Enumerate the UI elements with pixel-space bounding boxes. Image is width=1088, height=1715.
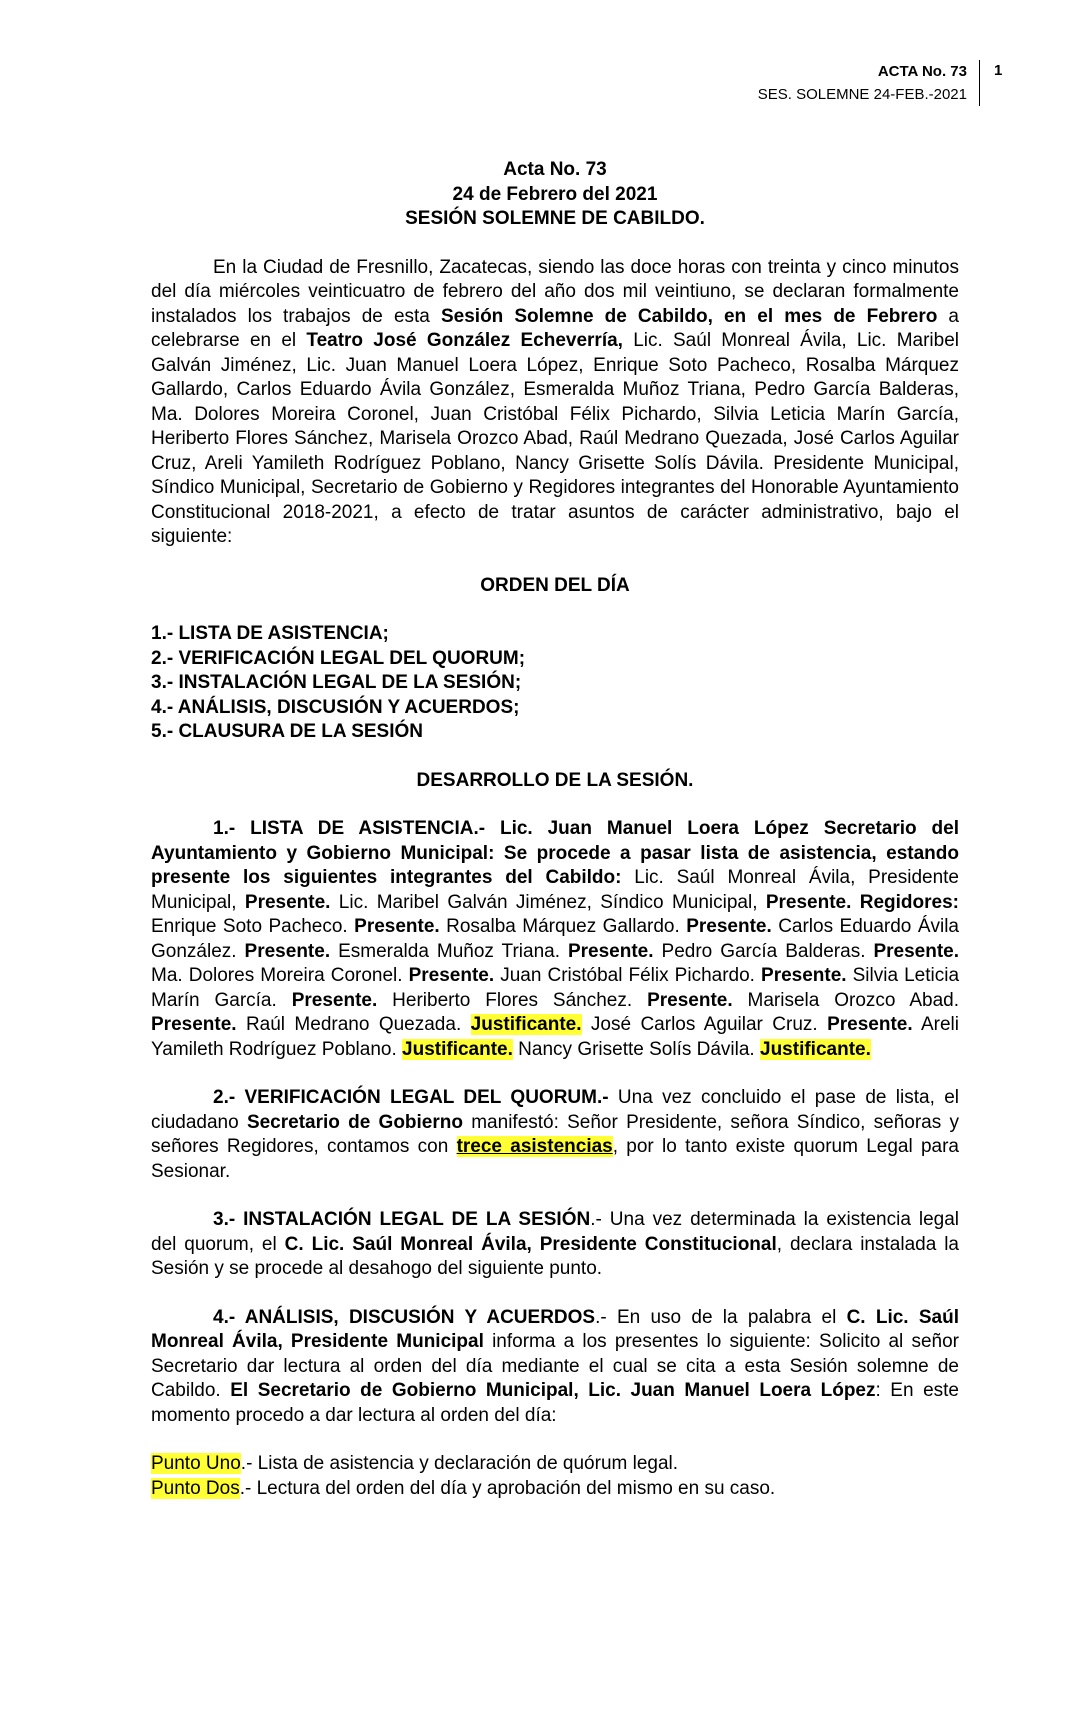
presente-mark: Presente.	[765, 891, 852, 913]
presente-mark: Presente.	[873, 940, 960, 962]
instalacion-bold: C. Lic. Saúl Monreal Ávila, Presidente Constitucional	[284, 1233, 777, 1255]
header-session: SES. SOLEMNE 24-FEB.-2021	[757, 86, 967, 103]
presente-mark: Presente.	[291, 989, 378, 1011]
lista-asistencia-paragraph	[151, 817, 959, 1062]
quorum-text: Una vez concluido el pase de lista, el ciudadano	[151, 1087, 959, 1133]
lista-text: Pedro García Balderas.	[653, 940, 874, 962]
presente-mark: Presente.	[244, 891, 331, 913]
justificante-mark: Justificante.	[402, 1038, 513, 1060]
lista-text: Marisela Orozco Abad.	[732, 989, 960, 1011]
justificante-mark: Justificante.	[760, 1038, 871, 1060]
orden-item: 5.- CLAUSURA DE LA SESIÓN	[151, 721, 424, 742]
lista-text: Heriberto Flores Sánchez.	[377, 989, 648, 1011]
lista-bold: 1.- LISTA DE ASISTENCIA.- Lic. Juan Manuel Loera López Secretario del Ayuntamiento y Gobierno Municipal: Se procede a pasar lista de asistencia, estando presente los siguientes integrantes del Cabildo:	[151, 818, 959, 888]
presente-mark: Presente.	[647, 989, 733, 1011]
title-acta: Acta No. 73	[503, 159, 607, 180]
presente-mark: Presente.	[244, 940, 331, 962]
lista-text: Enrique Soto Pacheco.	[151, 916, 355, 937]
instalacion-paragraph	[151, 1208, 959, 1282]
presente-mark: Presente.	[408, 965, 495, 986]
orden-item: 4.- ANÁLISIS, DISCUSIÓN Y ACUERDOS;	[151, 696, 520, 718]
lista-text: Juan Cristóbal Félix Pichardo.	[494, 965, 762, 986]
lista-text: José Carlos Aguilar Cruz.	[581, 1014, 828, 1035]
document-body	[151, 158, 959, 1501]
lista-text: Ma. Dolores Moreira Coronel.	[151, 965, 409, 986]
instalacion-text: .- Una vez determinada la existencia legal del quorum, el	[151, 1209, 960, 1255]
presente-mark: Presente.	[354, 916, 440, 937]
punto-label-highlight: Punto Dos	[151, 1477, 240, 1499]
intro-bold-1: Sesión Solemne de Cabildo, en el mes de Febrero	[440, 305, 938, 327]
analisis-bold: 4.- ANÁLISIS, DISCUSIÓN Y ACUERDOS	[213, 1306, 596, 1328]
lista-text: Carlos Eduardo Ávila González.	[151, 916, 960, 962]
lista-text: Silvia Leticia Marín García.	[151, 965, 960, 1011]
orden-item: 1.- LISTA DE ASISTENCIA;	[151, 623, 389, 644]
quorum-bold: Secretario de Gobierno	[246, 1111, 463, 1133]
presente-mark: Presente.	[151, 1014, 237, 1035]
intro-bold-2: Teatro José González Echeverría,	[306, 330, 623, 351]
header-acta: ACTA No. 73	[877, 63, 967, 80]
intro-text-2: a celebrarse en el	[151, 305, 959, 351]
desarrollo-heading: DESARROLLO DE LA SESIÓN.	[416, 769, 694, 791]
trece-asistencias-highlight: trece asistencias	[456, 1136, 613, 1157]
quorum-text: , por lo tanto existe quorum Legal para Sesionar.	[151, 1136, 959, 1182]
lista-text: Nancy Grisette Solís Dávila.	[512, 1038, 760, 1060]
instalacion-bold: 3.- INSTALACIÓN LEGAL DE LA SESIÓN	[213, 1209, 591, 1230]
analisis-text: .- En uso de la palabra el	[595, 1306, 847, 1328]
orden-heading: ORDEN DEL DÍA	[480, 574, 630, 596]
quorum-paragraph	[151, 1086, 959, 1184]
punto-uno	[151, 1452, 959, 1477]
analisis-bold: El Secretario de Gobierno Municipal, Lic. Juan Manuel Loera López	[230, 1380, 876, 1401]
analisis-paragraph	[151, 1306, 959, 1429]
page-number: 1	[994, 62, 1003, 79]
lista-text: Lic. Maribel Galván Jiménez, Síndico Municipal,	[330, 891, 766, 913]
lista-text: Areli Yamileth Rodríguez Poblano.	[151, 1014, 959, 1060]
lista-text: Raúl Medrano Quezada.	[236, 1014, 471, 1035]
orden-list	[151, 622, 959, 745]
page-header	[758, 60, 980, 106]
quorum-text: manifestó: Señor Presidente, señora Síndico, señoras y señores Regidores, contamos con	[151, 1111, 959, 1157]
analisis-bold: C. Lic. Saúl Monreal Ávila, Presidente Municipal	[151, 1306, 959, 1352]
lista-text: Rosalba Márquez Gallardo.	[439, 916, 687, 937]
instalacion-text: , declara instalada la Sesión y se procede al desahogo del siguiente punto.	[151, 1233, 959, 1279]
intro-text-3: Lic. Saúl Monreal Ávila, Lic. Maribel Galván Jiménez, Lic. Juan Manuel Loera López, Enrique Soto Pacheco, Rosalba Márquez Gallardo, Carlos Eduardo Ávila González, Esmeralda Muñoz Triana, Pedro García Balderas, Ma. Dolores Moreira Coronel, Juan Cristóbal Félix Pichardo, Silvia Leticia Marín García, Heriberto Flores Sánchez, Marisela Orozco Abad, Raúl Medrano Quezada, José Carlos Aguilar Cruz, Areli Yamileth Rodríguez Poblano, Nancy Grisette Solís Dávila. Presidente Municipal, Síndico Municipal, Secretario de Gobierno y Regidores integrantes del Honorable Ayuntamiento Constitucional 2018-2021, a efecto de tratar asuntos de carácter administrativo, bajo el siguiente:	[151, 330, 959, 547]
punto-text: .- Lista de asistencia y declaración de quórum legal.	[240, 1453, 679, 1474]
presente-mark: Presente.	[827, 1014, 913, 1035]
justificante-mark: Justificante.	[470, 1014, 582, 1035]
intro-text-1: En la Ciudad de Fresnillo, Zacatecas, siendo las doce horas con treinta y cinco minutos del día miércoles veinticuatro de febrero del año dos mil veintiuno, se declaran formalmente instalados los trabajos de esta	[151, 256, 959, 327]
punto-text: .- Lectura del orden del día y aprobación del mismo en su caso.	[239, 1477, 776, 1499]
punto-dos	[151, 1477, 959, 1502]
lista-text: Esmeralda Muñoz Triana.	[330, 940, 568, 962]
orden-item: 3.- INSTALACIÓN LEGAL DE LA SESIÓN;	[151, 672, 522, 693]
analisis-text: : En este momento procedo a dar lectura al orden del día:	[151, 1380, 959, 1426]
quorum-bold: 2.- VERIFICACIÓN LEGAL DEL QUORUM.-	[213, 1087, 609, 1108]
regidores-label: Regidores:	[859, 891, 959, 913]
punto-label-highlight: Punto Uno	[151, 1453, 241, 1474]
presente-mark: Presente.	[686, 916, 772, 937]
analisis-text: informa a los presentes lo siguiente: Solicito al señor Secretario dar lectura al orden del día mediante el cual se cita a esta Sesión solemne de Cabildo.	[151, 1331, 959, 1401]
presente-mark: Presente.	[761, 965, 847, 986]
title-session: SESIÓN SOLEMNE DE CABILDO.	[405, 208, 705, 229]
intro-paragraph	[151, 256, 959, 550]
orden-item: 2.- VERIFICACIÓN LEGAL DEL QUORUM;	[151, 647, 526, 669]
lista-text: Lic. Saúl Monreal Ávila, Presidente Municipal,	[151, 867, 959, 913]
presente-mark: Presente.	[567, 940, 654, 962]
title-date: 24 de Febrero del 2021	[452, 183, 658, 205]
